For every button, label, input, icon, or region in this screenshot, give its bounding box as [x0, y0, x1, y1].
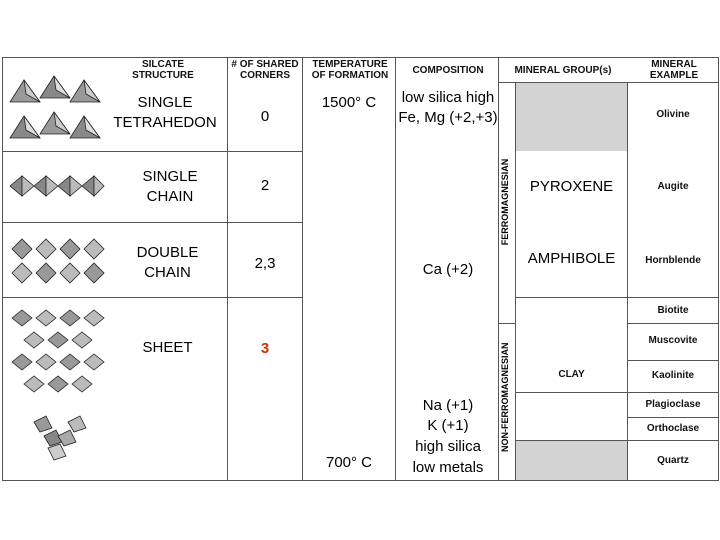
example-biotite: Biotite — [657, 305, 689, 316]
example-quartz: Quartz — [657, 455, 689, 466]
table-left-border — [2, 57, 3, 481]
gray-block-top — [516, 83, 627, 151]
non-ferromagnesian-label: NON-FERROMAGNESIAN — [500, 342, 510, 452]
header-example: MINERAL EXAMPLE — [649, 59, 699, 81]
composition-bottom-1: Na (+1) — [422, 397, 474, 414]
table-top-border — [2, 57, 718, 58]
table-bottom-border — [2, 480, 718, 481]
header-corners: # OF SHARED CORNERS — [231, 59, 299, 81]
temperature-high: 1500° C — [321, 94, 377, 111]
example-muscovite: Muscovite — [648, 335, 698, 346]
group-amphibole: AMPHIBOLE — [527, 250, 616, 267]
group-sep-4 — [515, 392, 718, 393]
single-tetrahedron-drawing — [4, 72, 104, 152]
col-sep-7 — [718, 57, 719, 481]
composition-bottom-2: K (+1) — [427, 417, 469, 434]
row-4-corners: 3 — [260, 340, 270, 357]
row-sep-2 — [2, 222, 302, 223]
col-sep-3 — [395, 57, 396, 481]
col-sep-2 — [302, 57, 303, 481]
composition-top: low silica high Fe, Mg (+2,+3) — [398, 89, 498, 126]
example-kaolinite: Kaolinite — [651, 370, 695, 381]
double-chain-drawing — [8, 237, 108, 287]
group-sep-2 — [627, 323, 718, 324]
group-sep-3 — [627, 360, 718, 361]
header-structure: SILCATE STRUCTURE — [132, 59, 194, 81]
row-3-corners: 2,3 — [254, 255, 276, 272]
framework-drawing — [30, 414, 90, 464]
row-1-structure: SINGLE TETRAHEDON — [113, 94, 217, 131]
col-sep-6 — [627, 82, 628, 481]
example-orthoclase: Orthoclase — [646, 423, 700, 434]
composition-bottom-4: low metals — [412, 459, 484, 476]
sheet-drawing — [6, 308, 106, 398]
group-sep-5 — [627, 417, 718, 418]
group-sep-1 — [515, 297, 718, 298]
header-group: MINERAL GROUP(s) — [514, 65, 612, 76]
row-4-structure: SHEET — [142, 339, 193, 356]
ferromagnesian-label: FERROMAGNESIAN — [500, 158, 510, 246]
single-chain-drawing — [6, 172, 106, 202]
row-sep-3 — [2, 297, 302, 298]
example-olivine: Olivine — [656, 109, 690, 120]
header-temperature: TEMPERATURE OF FORMATION — [311, 59, 389, 81]
row-2-structure: SINGLE CHAIN — [142, 168, 198, 205]
group-clay: CLAY — [558, 369, 585, 380]
temperature-low: 700° C — [325, 454, 373, 471]
row-1-corners: 0 — [260, 108, 270, 125]
example-augite: Augite — [657, 181, 689, 192]
example-hornblende: Hornblende — [645, 255, 701, 266]
row-2-corners: 2 — [260, 177, 270, 194]
row-3-structure: DOUBLE CHAIN — [136, 244, 199, 281]
gray-block-bottom — [516, 441, 627, 480]
ferro-divider — [498, 323, 515, 324]
composition-bottom-3: high silica — [415, 438, 481, 455]
example-plagioclase: Plagioclase — [645, 399, 701, 410]
header-composition: COMPOSITION — [412, 65, 484, 76]
group-pyroxene: PYROXENE — [529, 178, 614, 195]
composition-middle: Ca (+2) — [422, 261, 474, 278]
col-sep-4 — [498, 57, 499, 481]
